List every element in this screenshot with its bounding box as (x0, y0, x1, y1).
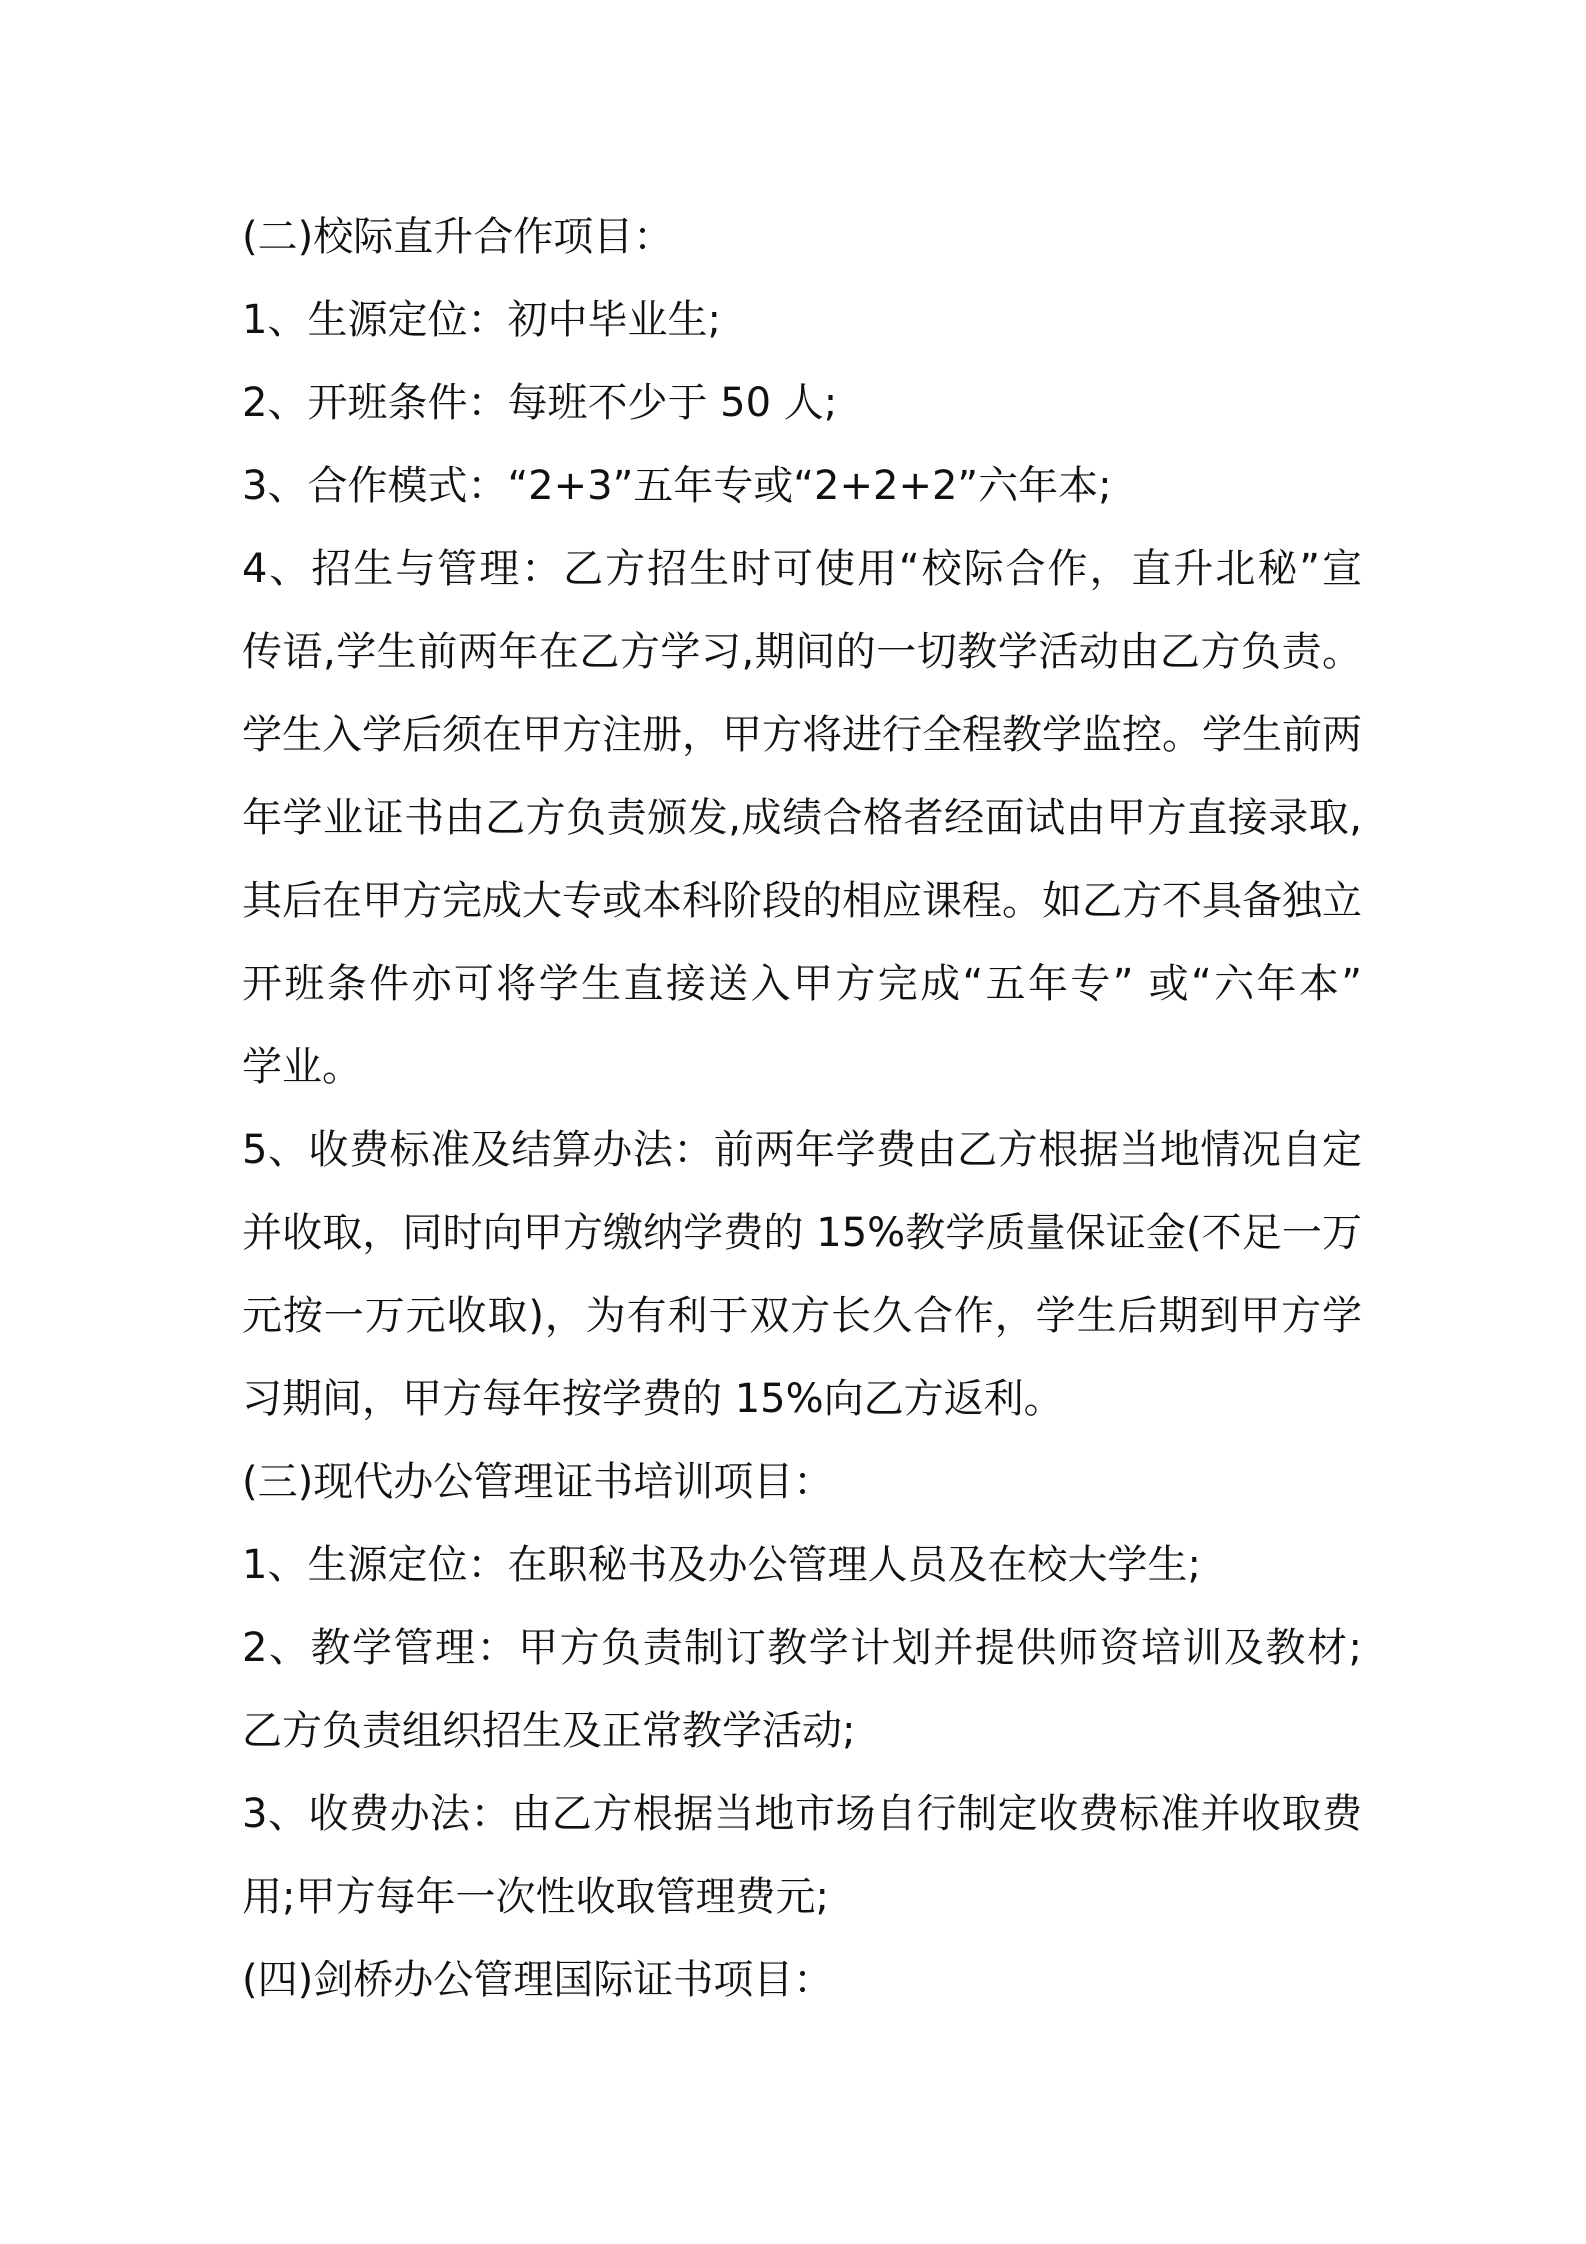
paragraph-line: 其后在甲方完成大专或本科阶段的相应课程。如乙方不具备独立 (242, 878, 1362, 924)
paragraph-line: 2、教学管理：甲方负责制订教学计划并提供师资培训及教材; (242, 1625, 1362, 1671)
paragraph-line: 1、生源定位：初中毕业生; (242, 297, 721, 343)
paragraph-line: 并收取，同时向甲方缴纳学费的 15%教学质量保证金(不足一万 (242, 1210, 1362, 1256)
paragraph-line: 4、招生与管理：乙方招生时可使用“校际合作，直升北秘”宣 (242, 546, 1362, 592)
paragraph-line: 1、生源定位：在职秘书及办公管理人员及在校大学生; (242, 1542, 1201, 1588)
paragraph-line: 3、合作模式：“2+3”五年专或“2+2+2”六年本; (242, 463, 1112, 509)
paragraph-line: 学业。 (242, 1044, 362, 1090)
paragraph-line: 年学业证书由乙方负责颁发,成绩合格者经面试由甲方直接录取, (242, 795, 1362, 841)
section-heading-3: (三)现代办公管理证书培训项目： (242, 1459, 834, 1505)
paragraph-line: 2、开班条件：每班不少于 50 人; (242, 380, 838, 426)
paragraph-line: 传语,学生前两年在乙方学习,期间的一切教学活动由乙方负责。 (242, 629, 1362, 675)
paragraph-line: 乙方负责组织招生及正常教学活动; (242, 1708, 856, 1754)
paragraph-line: 5、收费标准及结算办法：前两年学费由乙方根据当地情况自定 (242, 1127, 1362, 1173)
paragraph-line: 习期间，甲方每年按学费的 15%向乙方返利。 (242, 1376, 1064, 1422)
section-heading-4: (四)剑桥办公管理国际证书项目： (242, 1957, 834, 2003)
paragraph-line: 学生入学后须在甲方注册，甲方将进行全程教学监控。学生前两 (242, 712, 1362, 758)
paragraph-line: 3、收费办法：由乙方根据当地市场自行制定收费标准并收取费 (242, 1791, 1362, 1837)
document-page (242, 196, 1362, 2022)
section-heading-2: (二)校际直升合作项目： (242, 214, 674, 260)
paragraph-line: 用;甲方每年一次性收取管理费元; (242, 1874, 829, 1920)
paragraph-line: 开班条件亦可将学生直接送入甲方完成“五年专” 或“六年本” (242, 961, 1362, 1007)
paragraph-line: 元按一万元收取)，为有利于双方长久合作，学生后期到甲方学 (242, 1293, 1362, 1339)
